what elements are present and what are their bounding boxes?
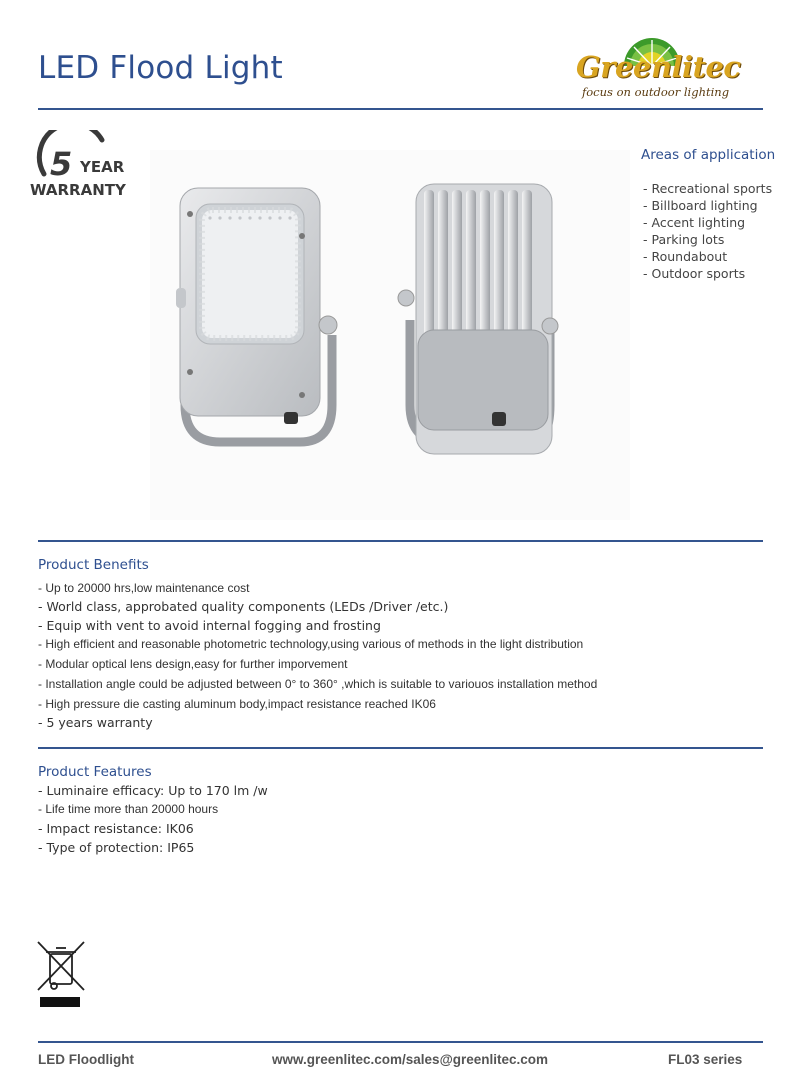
benefits-list [38,579,597,732]
list-item: - High pressure die casting aluminum body,impact resistance reached IK06 [38,697,436,711]
warranty-word: WARRANTY [30,181,126,199]
list-item: - Roundabout [643,249,728,264]
footer-contact: www.greenlitec.com/sales@greenlitec.com [272,1052,549,1067]
applications-list [643,180,772,282]
list-item: - Life time more than 20000 hours [38,802,219,816]
weee-crossed-bin-icon [36,940,86,1010]
list-item: - Type of protection: IP65 [38,840,195,855]
header-divider [38,108,763,110]
page-title: LED Flood Light [38,50,283,86]
footer-product: LED Floodlight [38,1052,134,1067]
section-divider [38,747,763,749]
list-item: - Parking lots [643,232,725,247]
front-view-light [176,188,337,442]
warranty-badge [28,130,138,205]
list-item: - Luminaire efficacy: Up to 170 lm /w [38,783,268,798]
list-item: - Accent lighting [643,215,746,230]
features-list [38,781,268,857]
list-item: - Installation angle could be adjusted between 0° to 360° ,which is suitable to variouos installation method [38,677,598,691]
flood-light-illustration [150,150,630,520]
footer-divider [38,1041,763,1043]
list-item: - Recreational sports [643,181,773,196]
features-title: Product Features [38,764,152,780]
logo-tagline: focus on outdoor lighting [582,85,730,99]
list-item: - World class, approbated quality components (LEDs /Driver /etc.) [38,599,449,614]
back-view-light [398,184,558,454]
list-item: - Impact resistance: IK06 [38,821,194,836]
list-item: - Equip with vent to avoid internal fogging and frosting [38,618,381,633]
warranty-number: 5 [50,145,73,183]
list-item: - Outdoor sports [643,266,746,281]
brand-logo [572,38,752,104]
benefits-title: Product Benefits [38,557,149,573]
list-item: - Billboard lighting [643,198,758,213]
footer-series: FL03 series [668,1052,743,1067]
applications-title: Areas of application [641,147,776,163]
list-item: - 5 years warranty [38,715,153,730]
section-divider [38,540,763,542]
list-item: - High efficient and reasonable photometric technology,using various of methods in the light distribution [38,637,584,651]
list-item: - Modular optical lens design,easy for further imporvement [38,657,348,671]
list-item: - Up to 20000 hrs,low maintenance cost [38,581,250,595]
logo-wordmark: Greenlitec [576,50,741,84]
warranty-year: YEAR [80,158,125,176]
product-photo [150,150,630,520]
